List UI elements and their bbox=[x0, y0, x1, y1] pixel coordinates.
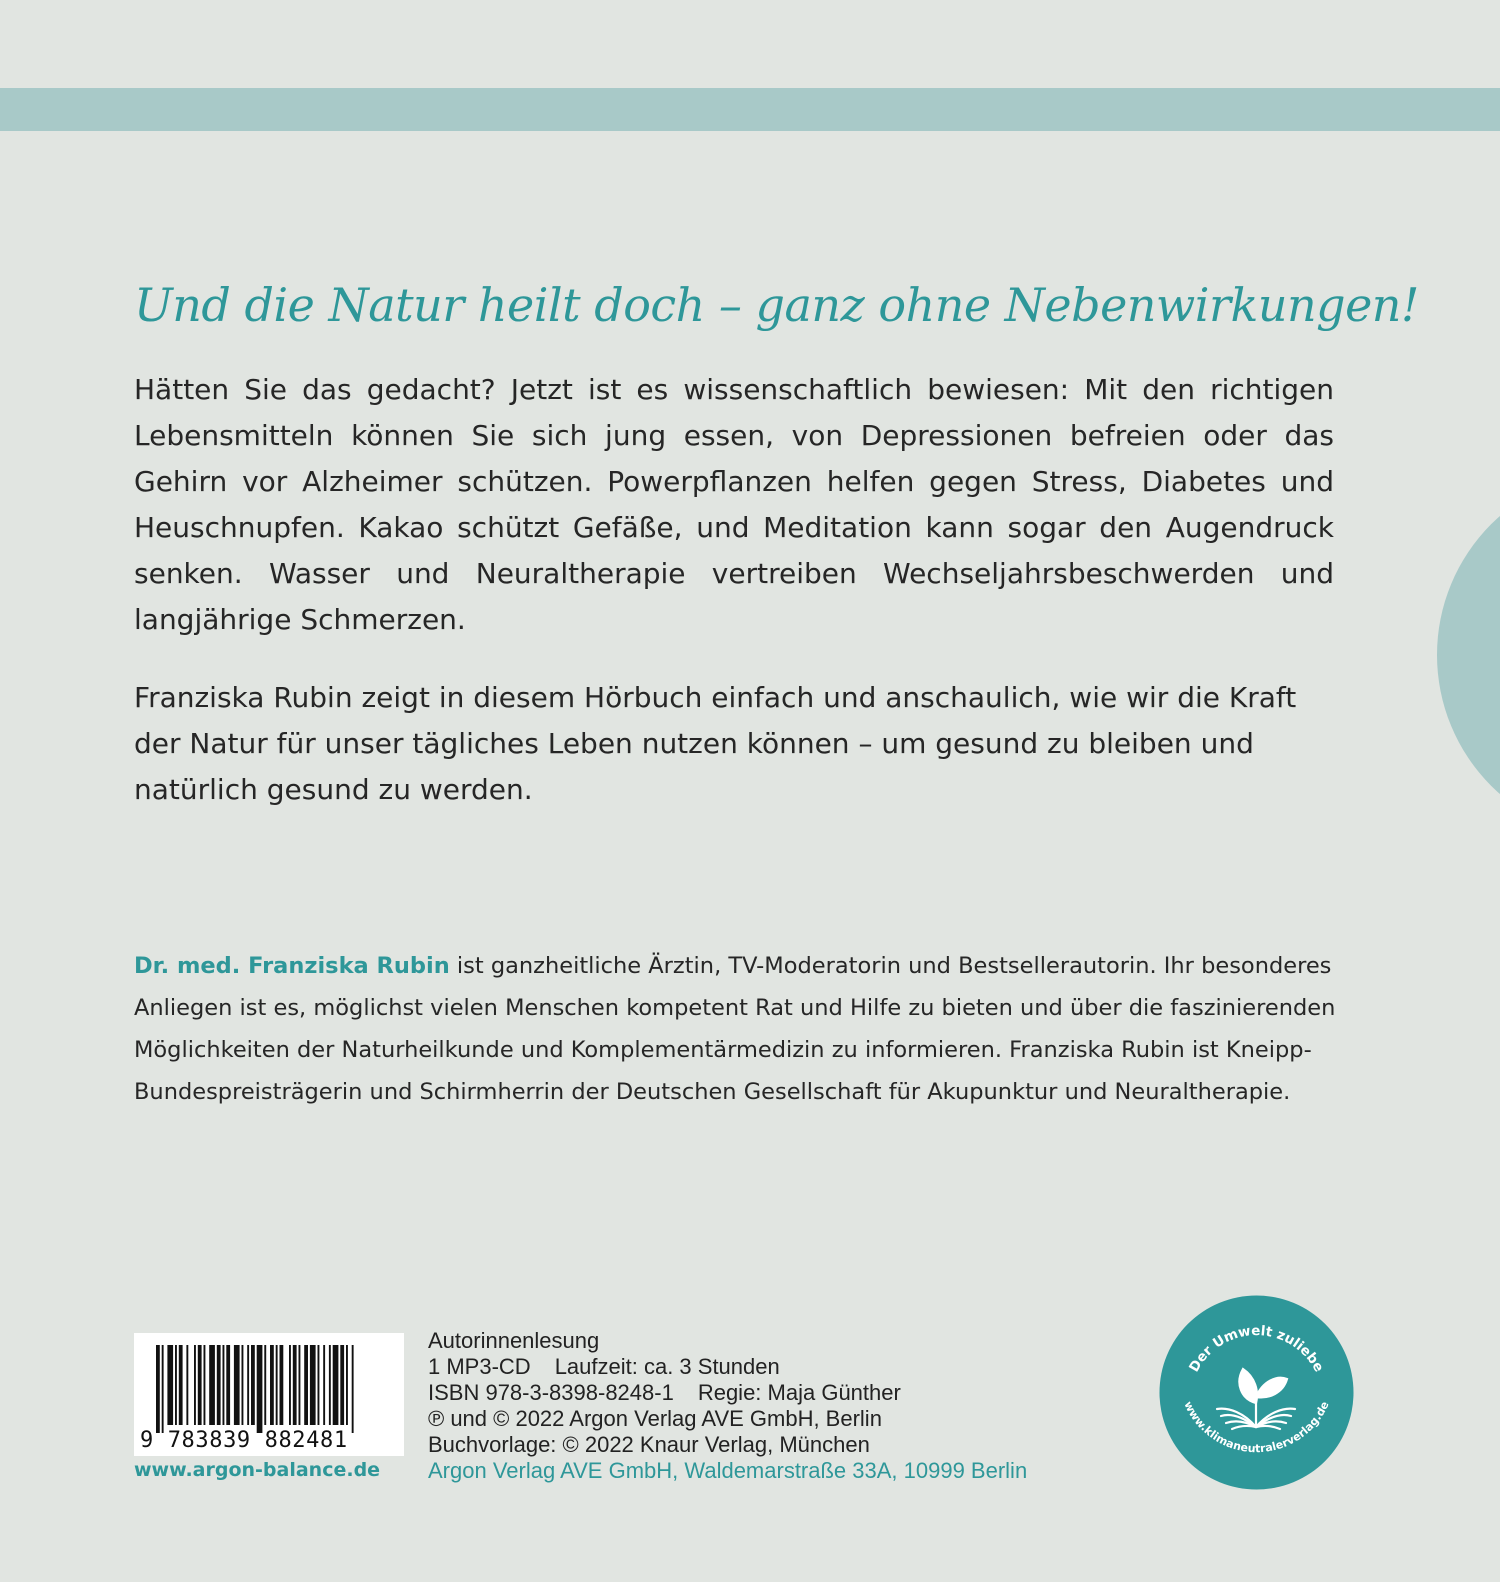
barcode-bar bbox=[162, 1345, 164, 1433]
barcode-bar bbox=[217, 1345, 221, 1425]
headline: Und die Natur heilt doch – ganz ohne Nebenwirkungen! bbox=[134, 278, 1419, 332]
credits-director: Regie: Maja Günther bbox=[697, 1380, 901, 1405]
credits-runtime: Laufzeit: ca. 3 Stunden bbox=[554, 1354, 780, 1379]
barcode-bar bbox=[186, 1345, 188, 1425]
barcode-bar bbox=[209, 1345, 215, 1425]
barcode-bar bbox=[318, 1345, 320, 1425]
barcode-bar bbox=[352, 1345, 354, 1433]
credits-reading-type: Autorinnenlesung bbox=[428, 1328, 600, 1353]
barcode-bar bbox=[223, 1345, 225, 1425]
barcode-bar bbox=[251, 1345, 255, 1425]
isbn-barcode bbox=[134, 1333, 404, 1456]
barcode-bar bbox=[299, 1345, 301, 1425]
eco-badge-bottom-text: www.klimaneutralerverlag.de bbox=[1181, 1399, 1332, 1456]
description-paragraph-1: Hätten Sie das gedacht? Jetzt ist es wissenschaftlich bewiesen: Mit den richtigen Lebensmitteln können Sie sich jung essen, von Depressionen befreien oder das Gehirn vor Alzheimer schützen. Powerpflanzen helfen gegen Stress, Diabetes und Heuschnupfen. Kakao schützt Gefäße, und Meditation kann sogar den Augendruck senken. Wasser und Neuraltherapie vertreiben Wechseljahrsbeschwerden und langjährige Schmerzen. bbox=[134, 373, 1334, 636]
author-bio-text: ist ganzheitliche Ärztin, TV-Moderatorin und Bestsellerautorin. Ihr besonderes Anliegen ist es, möglichst vielen Menschen kompetent Rat und Hilfe zu bieten und über die faszinierenden Möglichkeiten der Naturheilkunde und Komplementärmedizin zu informieren. Franziska Rubin ist Kneipp-Bundespreisträgerin und Schirmherrin der Deutschen Gesellschaft für Akupunktur und Neuraltherapie. bbox=[134, 953, 1336, 1105]
barcode-bar bbox=[323, 1345, 325, 1425]
eco-badge bbox=[1159, 1295, 1354, 1490]
barcode-bar bbox=[156, 1345, 160, 1433]
barcode-digits: 9 783839 882481 bbox=[140, 1428, 348, 1453]
barcode-bar bbox=[175, 1345, 177, 1425]
barcode-bar bbox=[179, 1345, 183, 1425]
barcode-bar bbox=[270, 1345, 274, 1425]
credits-isbn-row bbox=[428, 1380, 1027, 1406]
credits-format-row bbox=[428, 1354, 1027, 1380]
barcode-bar bbox=[276, 1345, 278, 1425]
barcode-bar bbox=[257, 1345, 263, 1433]
website-link[interactable]: www.argon-balance.de bbox=[134, 1459, 381, 1481]
eco-badge-top-text: Der Umwelt zuliebe bbox=[1186, 1323, 1327, 1375]
barcode-bar bbox=[329, 1345, 331, 1425]
barcode-bar bbox=[167, 1345, 173, 1425]
credits-book-source: Buchvorlage: © 2022 Knaur Verlag, München bbox=[428, 1432, 870, 1457]
barcode-bar bbox=[226, 1345, 230, 1425]
author-bio bbox=[134, 945, 1349, 1113]
barcode-bar bbox=[346, 1345, 348, 1425]
barcode-bar bbox=[304, 1345, 308, 1425]
publisher-address: Argon Verlag AVE GmbH, Waldemarstraße 33A, 10999 Berlin bbox=[428, 1458, 1028, 1483]
credits-copyright: ℗ und © 2022 Argon Verlag AVE GmbH, Berlin bbox=[428, 1406, 882, 1431]
barcode-bar bbox=[310, 1345, 316, 1425]
barcode-bar bbox=[198, 1345, 202, 1425]
credits-format: 1 MP3-CD bbox=[428, 1354, 531, 1379]
barcode-bar bbox=[234, 1345, 240, 1425]
top-decorative-band bbox=[0, 88, 1500, 131]
barcode-bar bbox=[340, 1345, 344, 1425]
barcode-bar bbox=[293, 1345, 297, 1425]
barcode-bar bbox=[247, 1345, 249, 1425]
side-decorative-circle bbox=[1437, 470, 1500, 840]
barcode-bar bbox=[242, 1345, 244, 1425]
credits-isbn: ISBN 978-3-8398-8248-1 bbox=[428, 1380, 674, 1405]
author-name: Dr. med. Franziska Rubin bbox=[134, 953, 450, 979]
barcode-bar bbox=[289, 1345, 291, 1425]
barcode-bar bbox=[204, 1345, 206, 1425]
barcode-bar bbox=[264, 1345, 266, 1425]
description-paragraph-2: Franziska Rubin zeigt in diesem Hörbuch einfach und anschaulich, wie wir die Kraft der Natur für unser tägliches Leben nutzen können – um gesund zu bleiben und natürlich gesund zu werden. bbox=[134, 681, 1297, 806]
barcode-bar bbox=[194, 1345, 196, 1425]
barcode-bar bbox=[333, 1345, 339, 1425]
barcode-bar bbox=[280, 1345, 284, 1425]
production-credits bbox=[428, 1328, 1027, 1484]
